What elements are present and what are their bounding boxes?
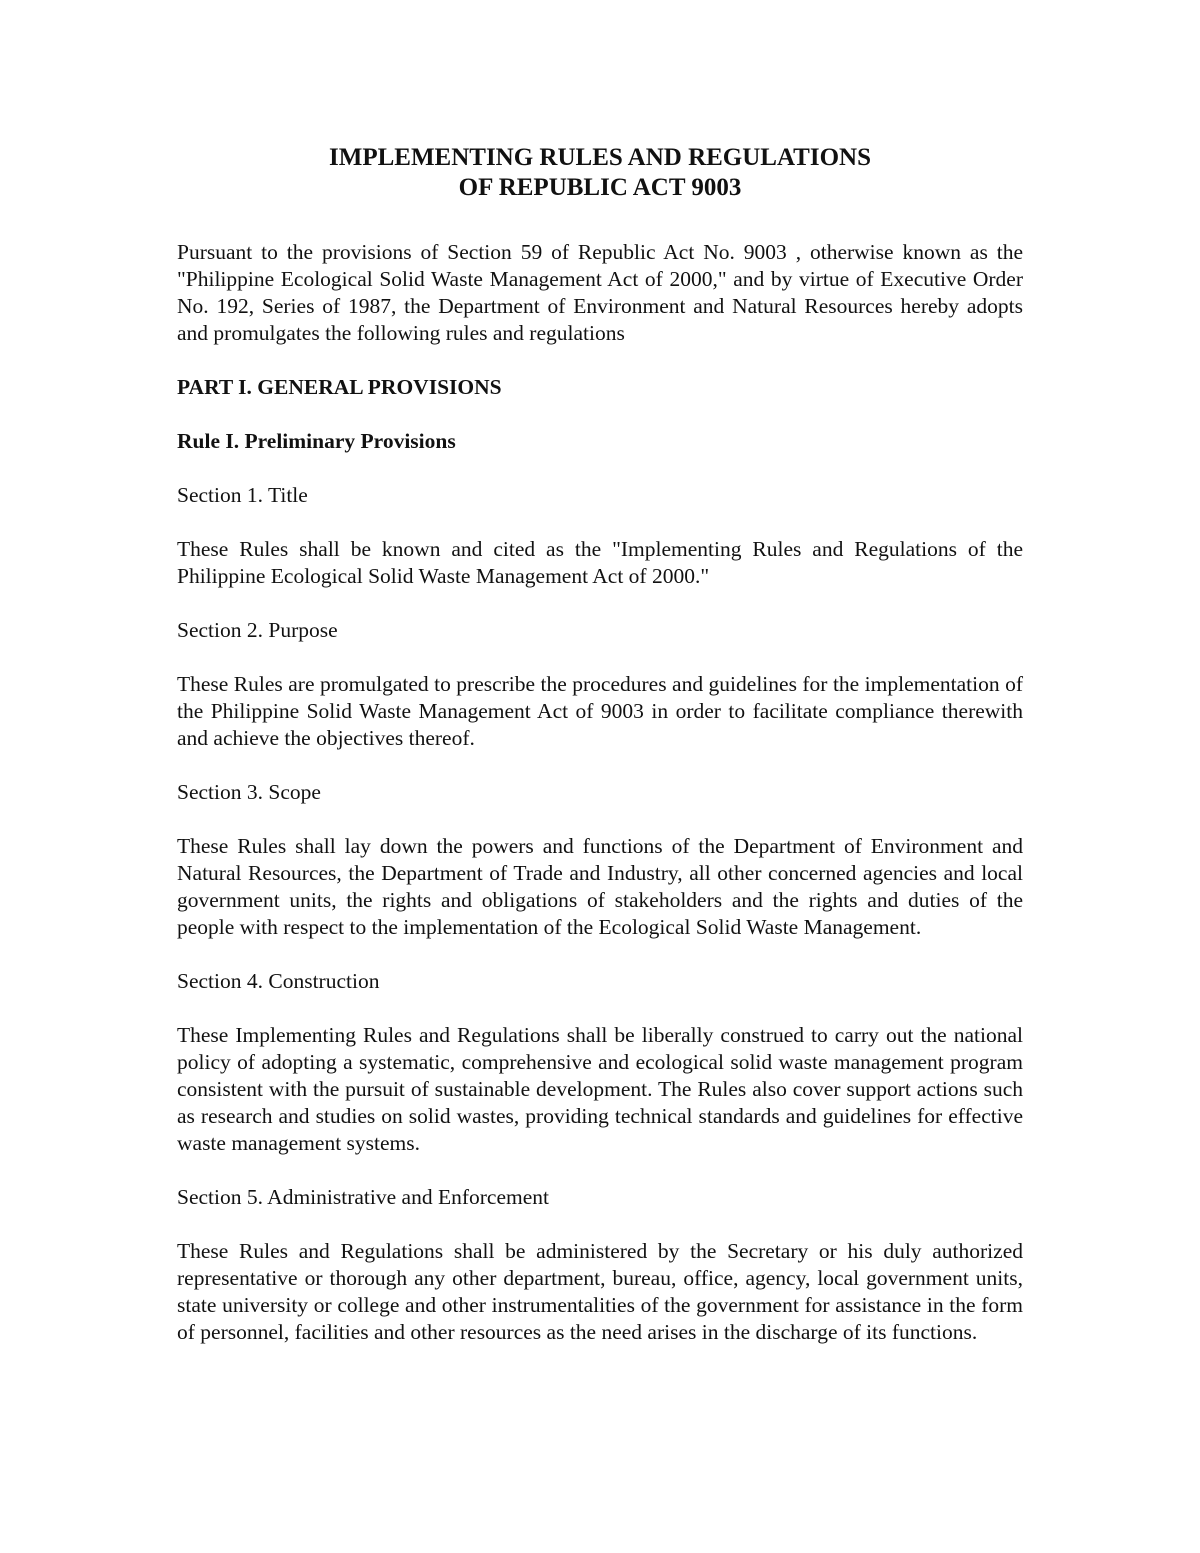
section-2-heading: Section 2. Purpose — [177, 618, 338, 642]
section-2-body: These Rules are promulgated to prescribe the procedures and guidelines for the implementation of the Philippine Solid Waste Management Act of 9003 in order to facilitate compliance therewith and achieve the objectives thereof. — [177, 672, 1023, 750]
rule-heading: Rule I. Preliminary Provisions — [177, 429, 456, 453]
title-line-1: IMPLEMENTING RULES AND REGULATIONS — [329, 144, 871, 171]
intro-paragraph: Pursuant to the provisions of Section 59 of Republic Act No. 9003 , otherwise known as the "Philippine Ecological Solid Waste Management Act of 2000," and by virtue of Executive Order No. 192, Series of 1987, the Department of Environment and Natural Resources hereby adopts and promulgates the following rules and regulations — [177, 240, 1023, 345]
title-line-2: OF REPUBLIC ACT 9003 — [458, 174, 742, 201]
section-4-body: These Implementing Rules and Regulations shall be liberally construed to carry out the national policy of adopting a systematic, comprehensive and ecological solid waste management program consistent with the pursuit of sustainable development. The Rules also cover support actions such as research and studies on solid wastes, providing technical standards and guidelines for effective waste management systems. — [177, 1023, 1023, 1155]
document-title — [177, 143, 1023, 203]
section-5-body: These Rules and Regulations shall be administered by the Secretary or his duly authorized representative or thorough any other department, bureau, office, agency, local government units, state university or college and other instrumentalities of the government for assistance in the form of personnel, facilities and other resources as the need arises in the discharge of its functions. — [177, 1239, 1023, 1344]
section-5-heading: Section 5. Administrative and Enforcement — [177, 1185, 549, 1209]
section-4-heading: Section 4. Construction — [177, 969, 380, 993]
document-page — [177, 143, 1023, 1346]
section-1-body: These Rules shall be known and cited as the "Implementing Rules and Regulations of the Philippine Ecological Solid Waste Management Act of 2000." — [177, 537, 1023, 588]
section-3-body: These Rules shall lay down the powers and functions of the Department of Environment and Natural Resources, the Department of Trade and Industry, all other concerned agencies and local government units, the rights and obligations of stakeholders and the rights and duties of the people with respect to the implementation of the Ecological Solid Waste Management. — [177, 834, 1023, 939]
section-1-heading: Section 1. Title — [177, 483, 308, 507]
part-heading: PART I. GENERAL PROVISIONS — [177, 375, 502, 399]
section-3-heading: Section 3. Scope — [177, 780, 321, 804]
